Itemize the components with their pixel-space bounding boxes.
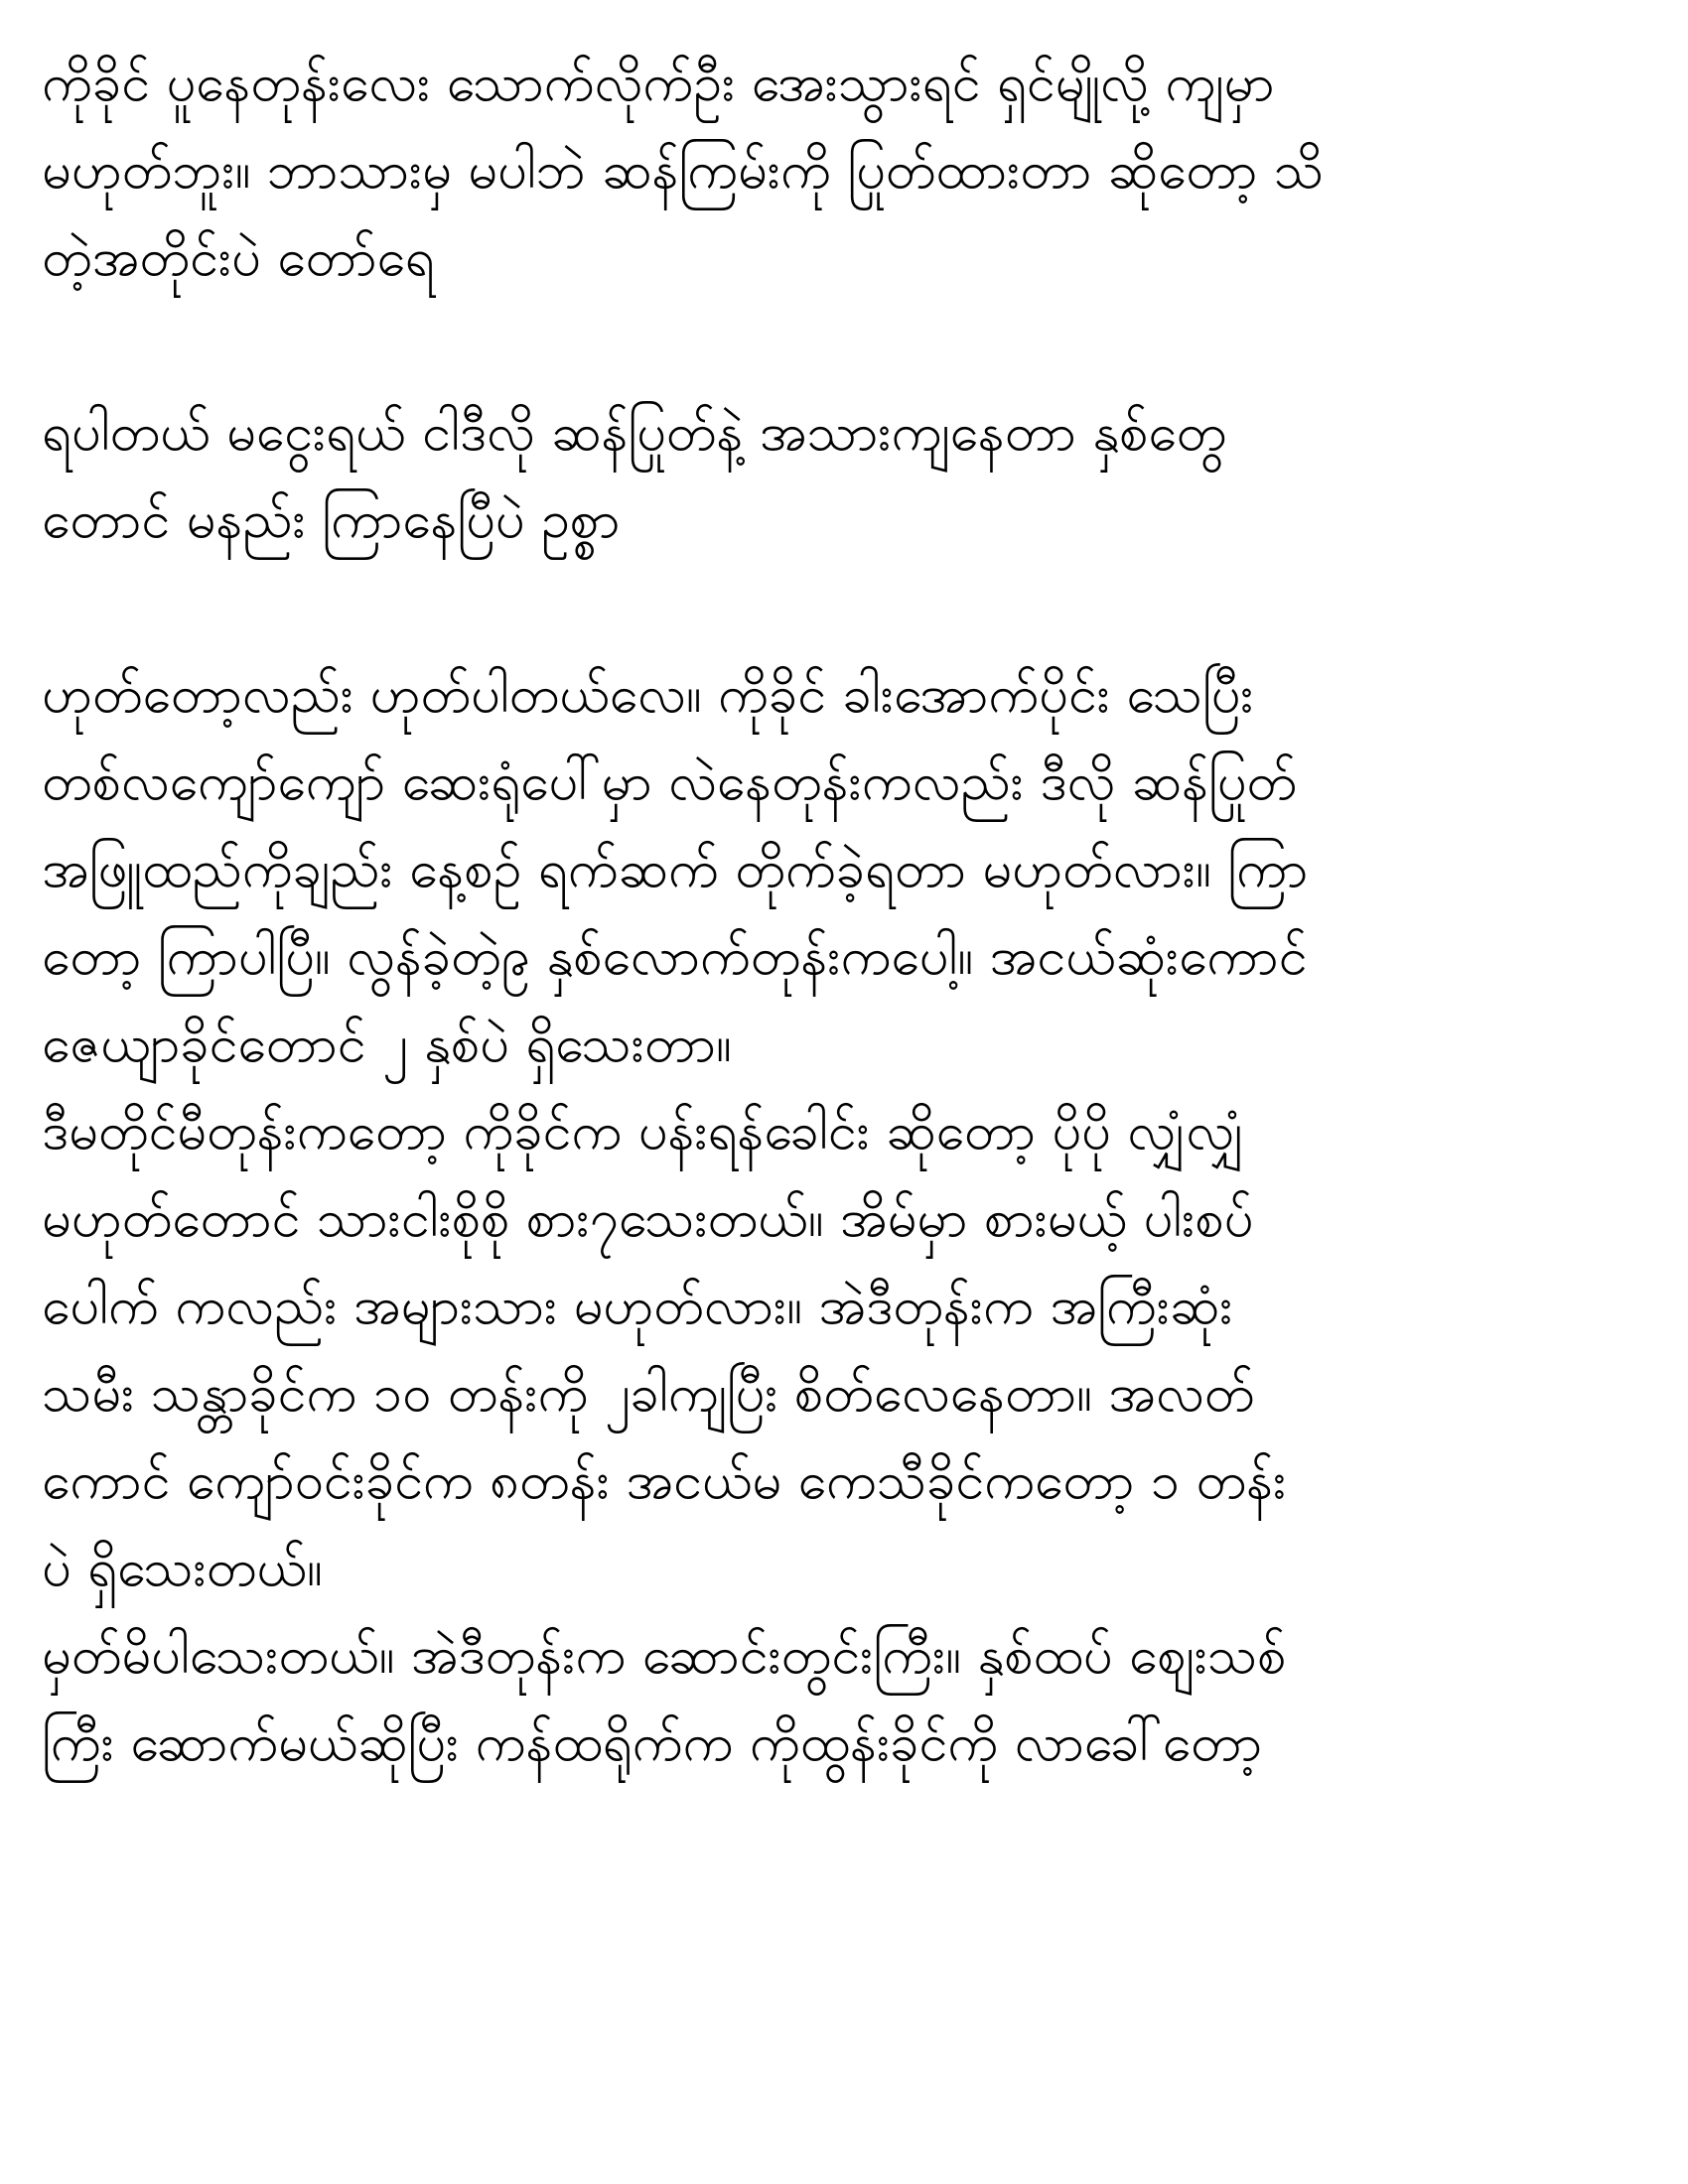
text-line: တော့ ကြာပါပြီ။ လွန်ခဲ့တဲ့၉ နှစ်လောက်တုန်းကပေါ့။ အငယ်ဆုံးကောင်: [42, 927, 1308, 987]
text-line: ဟုတ်တော့လည်း ဟုတ်ပါတယ်လေ။ ကိုခိုင် ခါးအောက်ပိုင်း သေပြီး: [42, 665, 1254, 725]
text-line: ပေါက် ကလည်း အများသား မဟုတ်လား။ အဲဒီတုန်းက အကြီးဆုံး: [42, 1277, 1233, 1336]
text-line: အဖြူထည်ကိုချည်း နေ့စဉ် ရက်ဆက် တိုက်ခဲ့ရတာ မဟုတ်လား။ ကြာ: [42, 840, 1309, 899]
text-line: ကြီး ဆောက်မယ်ဆိုပြီး ကန်ထရိုက်က ကိုထွန်းခိုင်ကို လာခေါ်တော့: [42, 1713, 1262, 1773]
text-line: ကိုခိုင် ပူနေတုန်းလေး သောက်လိုက်ဦး အေးသွားရင် ရှင်မျိုလို့ ကျမှာ: [42, 54, 1275, 113]
text-line: တဲ့အတိုင်းပဲ တော်ရေ: [42, 228, 435, 288]
text-line: ရပါတယ် မငွေးရယ် ငါဒီလို ဆန်ပြုတ်နဲ့ အသားကျနေတာ နှစ်တွေ: [42, 403, 1227, 463]
text-line: တစ်လကျော်ကျော် ဆေးရုံပေါ်မှာ လဲနေတုန်းကလည်း ဒီလို ဆန်ပြုတ်: [42, 752, 1297, 812]
text-line: ဒီမတိုင်မီတုန်းကတော့ ကိုခိုင်က ပန်းရန်ခေါင်း ဆိုတော့ ပိုပို လျှံလျှံ: [42, 1102, 1245, 1161]
text-line: တောင် မနည်း ကြာနေပြီပဲ ဥစ္စာ: [42, 490, 621, 550]
text-line: ဇေယျာခိုင်တောင် ၂ နှစ်ပဲ ရှိသေးတာ။: [42, 1015, 732, 1074]
text-line: မဟုတ်ဘူး။ ဘာသားမှ မပါဘဲ ဆန်ကြမ်းကို ပြုတ်ထားတာ ဆိုတော့ သိ: [42, 141, 1325, 201]
text-line: ပဲ ရှိသေးတယ်။: [42, 1539, 323, 1598]
text-line: ကောင် ကျော်ဝင်းခိုင်က ၈တန်း အငယ်မ ကေသီခိုင်ကတော့ ၁ တန်း: [42, 1451, 1287, 1511]
text-line: မှတ်မိပါသေးတယ်။ အဲဒီတုန်းက ဆောင်းတွင်းကြီး။ နှစ်ထပ် စျေးသစ်: [42, 1626, 1287, 1686]
text-line: မဟုတ်တောင် သားငါးစိုစို စား၇သေးတယ်။ အိမ်မှာ စားမယ့် ပါးစပ်: [42, 1189, 1254, 1249]
document-page: [42, 40, 1650, 1787]
text-line: သမီး သန္တာခိုင်က ၁၀ တန်းကို ၂ခါကျပြီး စိတ်လေနေတာ။ အလတ်: [42, 1364, 1255, 1424]
paragraph-gap: [42, 564, 1650, 651]
paragraph-gap: [42, 302, 1650, 389]
